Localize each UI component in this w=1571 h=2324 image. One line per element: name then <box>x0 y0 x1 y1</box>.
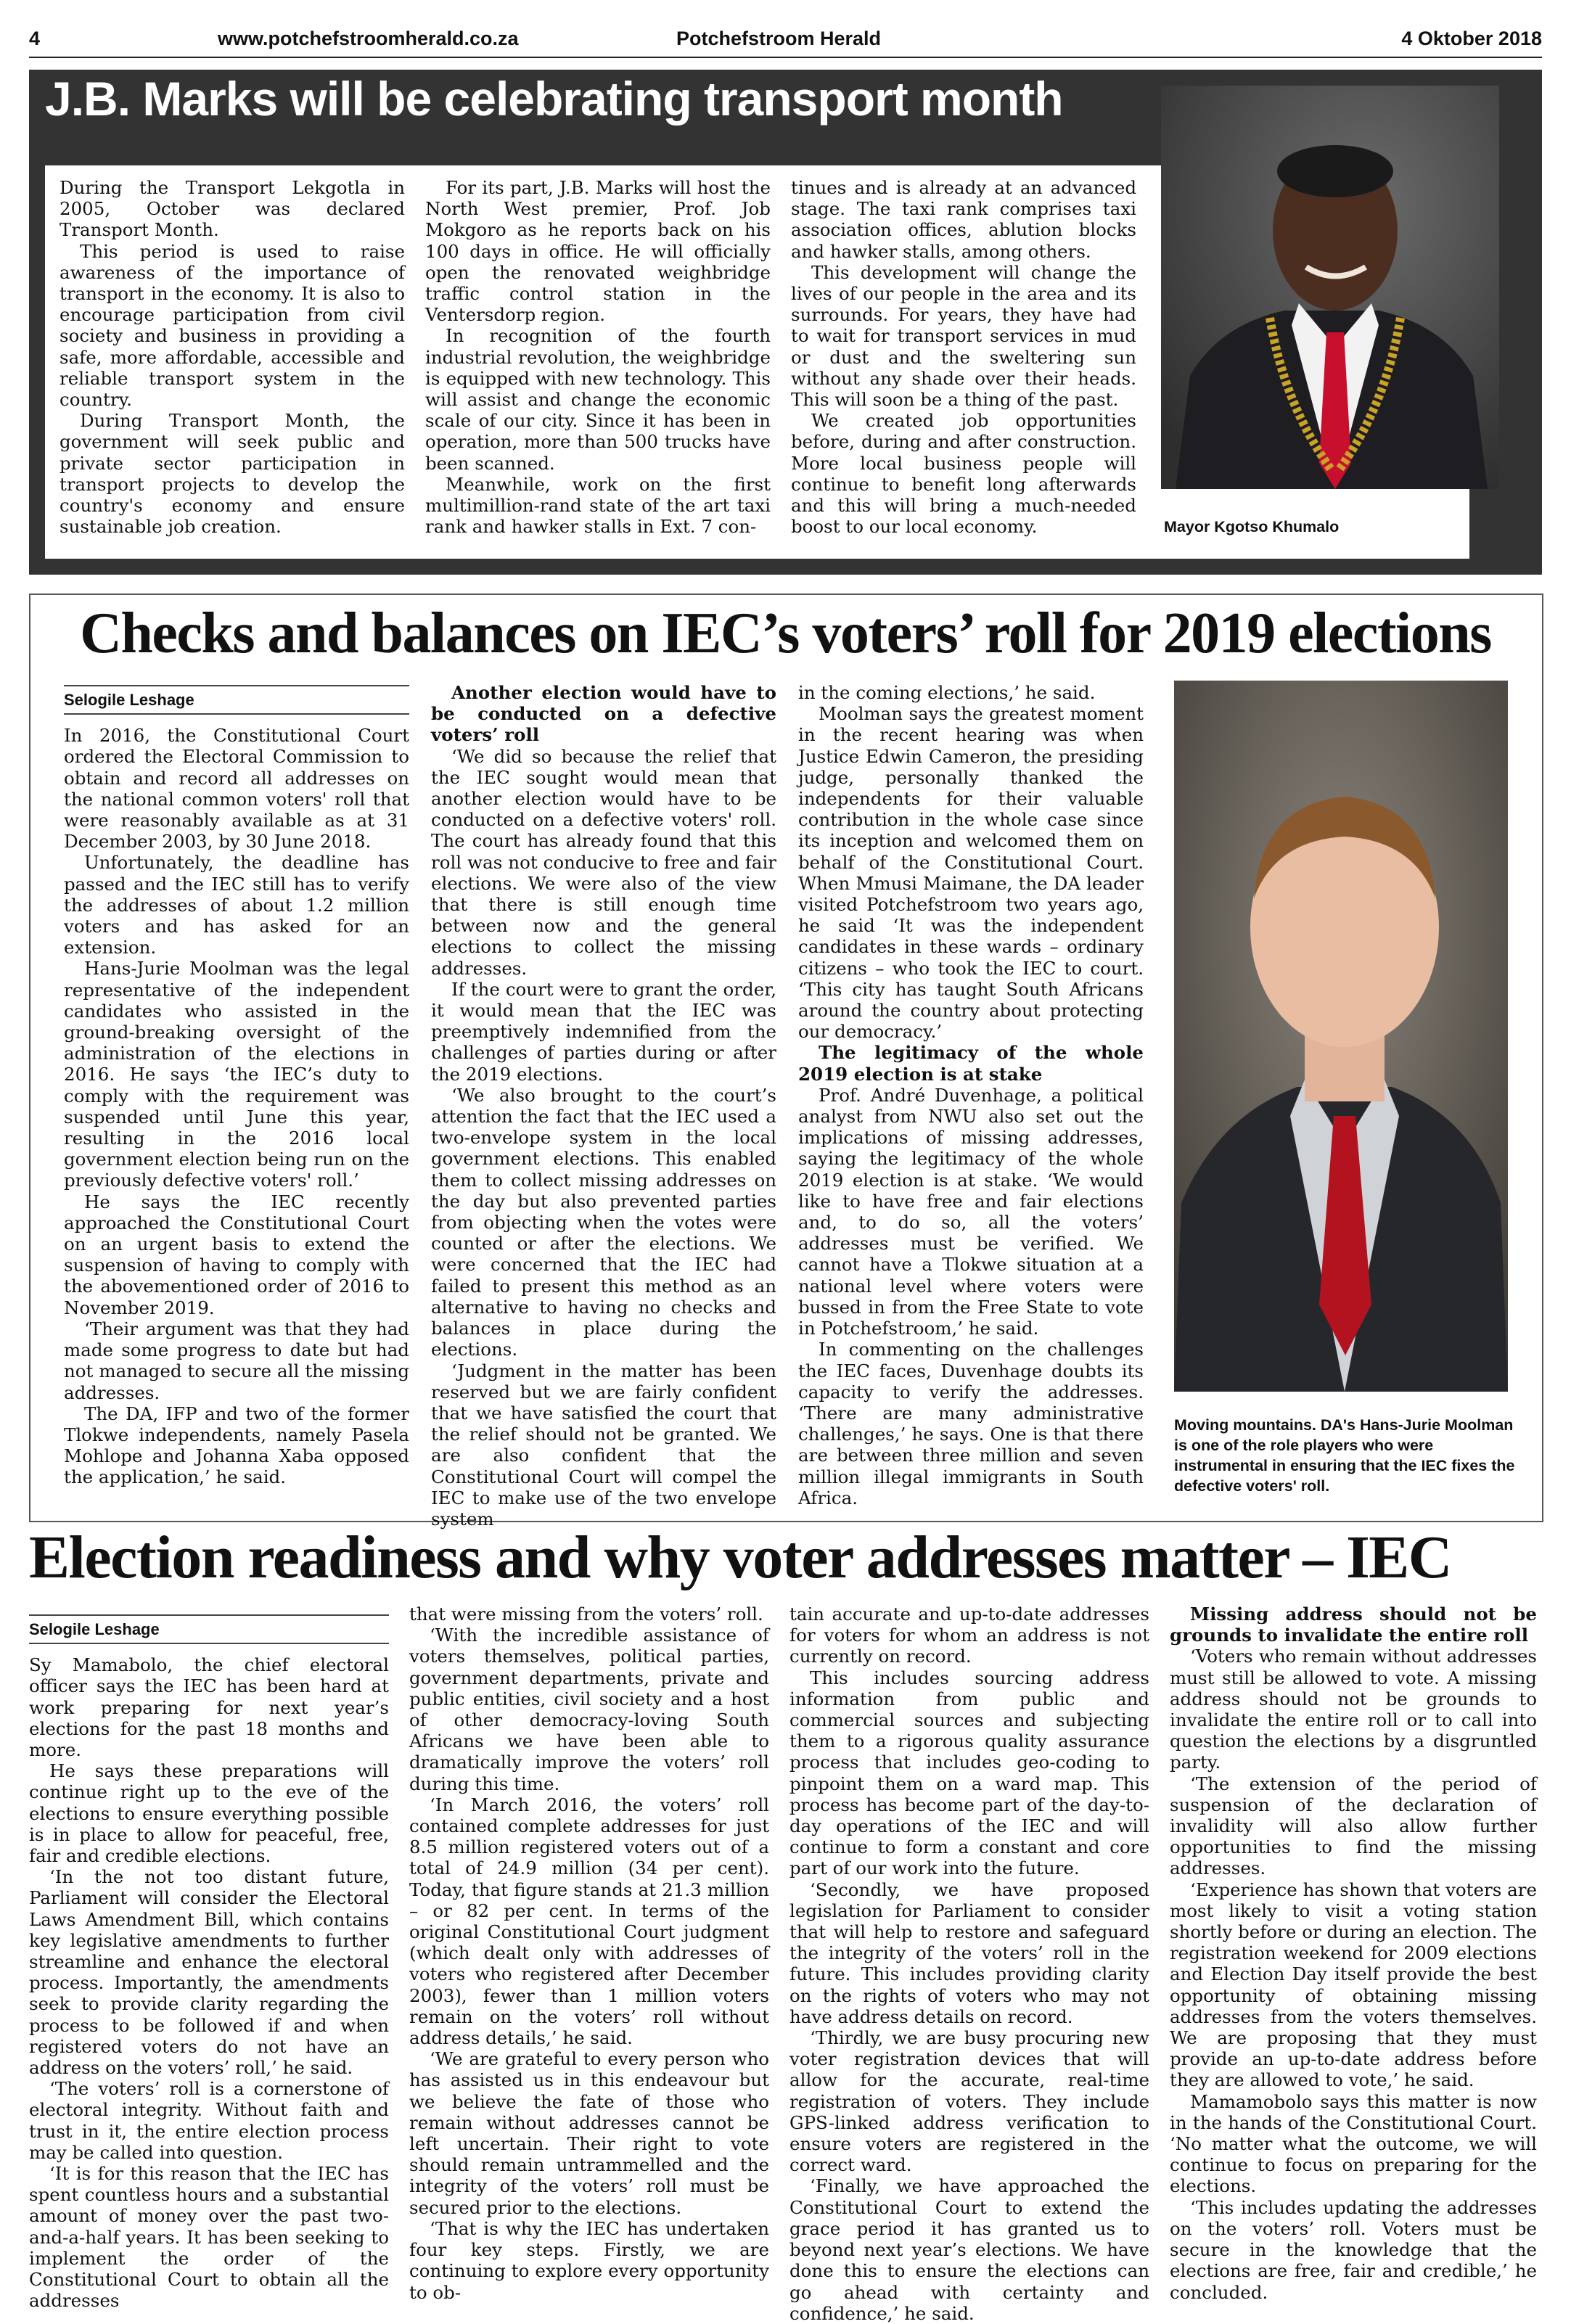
subheading: Another election would have to be conducted on a defective voters’ roll <box>431 682 776 746</box>
byline: Selogile Leshage <box>64 685 409 715</box>
paragraph: Meanwhile, work on the first multimillion-rand state of the art taxi rank and hawker stalls in Ext. 7 con- <box>425 473 771 538</box>
paragraph: Hans-Jurie Moolman was the legal representative of the independent candidates who assisted in the ground-breaking oversight of the administration of the elections in 2016. He says ‘the IEC’s duty to comply with the requirement was suspended until June this year, resulting in the 2016 local government election being run on the previously defective voters' roll.’ <box>64 958 409 1191</box>
story2-column-2 <box>431 682 776 1530</box>
paragraph: in the coming elections,’ he said. <box>798 682 1096 703</box>
byline: Selogile Leshage <box>29 1614 389 1644</box>
story2-column-1 <box>64 685 409 1488</box>
paragraph: He says the IEC recently approached the Constitutional Court on an urgent basis to extend the suspension of having to comply with the abovementioned order of 2016 to November 2019. <box>64 1191 409 1318</box>
paragraph: Unfortunately, the deadline has passed and the IEC still has to verify the addresses of about 1.2 million voters and has asked for an extension. <box>64 852 409 958</box>
story1-headline: J.B. Marks will be celebrating transport month <box>45 72 1063 126</box>
subheading: The legitimacy of the whole 2019 election is at stake <box>798 1042 1144 1085</box>
paragraph: ‘The voters’ roll is a cornerstone of electoral integrity. Without faith and trust in it, the entire election process may be called into question. <box>29 2078 389 2163</box>
story1-column-1 <box>60 177 405 537</box>
mayor-photo <box>1161 86 1499 489</box>
paragraph: This includes sourcing address information from public and commercial sources and subjecting them to a rigorous quality assurance process that includes geo-coding to pinpoint them on a ward map. This process has become part of the day-to-day operations of the IEC and will continue to form a constant and core part of our work into the future. <box>789 1667 1149 1879</box>
story3-column-3 <box>789 1604 1149 2324</box>
moolman-photo <box>1174 681 1508 1392</box>
paragraph: tain accurate and up-to-date addresses for voters for whom an address is not currently on record. <box>789 1604 1149 1667</box>
story3-column-4 <box>1170 1604 1537 2303</box>
story2-column-3 <box>798 682 1144 1508</box>
paragraph: Prof. André Duvenhage, a political analyst from NWU also set out the implications of missing addresses, saying the legitimacy of the whole 2019 election is at stake. ‘We would like to have free and fair elections and, to do so, all the voters’ addresses must be verified. We cannot have a Tlokwe situation at a national level where voters were bussed in from the Free State to vote in Potchefstroom,’ he said. <box>798 1084 1144 1339</box>
paragraph: For its part, J.B. Marks will host the North West premier, Prof. Job Mokgoro as he reports back on his 100 days in office. He will officially open the renovated weighbridge traffic control station in the Ventersdorp region. <box>425 177 771 326</box>
paragraph: We created job opportunities before, during and after construction. More local business people will continue to benefit long afterwards and this will bring a much-needed boost to our local economy. <box>791 410 1136 538</box>
paragraph: ‘Experience has shown that voters are most likely to visit a voting station shortly before or during an election. The registration weekend for 2009 elections and Election Day itself provide the best opportunity of obtaining missing addresses from the voters themselves. We are proposing that they must provide an up-to-date address before they are allowed to vote,’ he said. <box>1170 1879 1537 2091</box>
paragraph: Sy Mamabolo, the chief electoral officer says the IEC has been hard at work preparing for next year’s elections for the past 18 months and more. <box>29 1654 389 1761</box>
website-url[interactable]: www.potchefstroomherald.co.za <box>218 28 519 49</box>
paragraph: ‘Thirdly, we are busy procuring new voter registration devices that will allow for the accurate, real-time registration of voters. They include GPS-linked address verification to ensure voters are registered in the correct ward. <box>789 2027 1149 2176</box>
paragraph: In 2016, the Constitutional Court ordered the Electoral Commission to obtain and record all addresses on the national common voters' roll that were reasonably available as at 31 December 2003, by 30 June 2018. <box>64 725 409 853</box>
paragraph: During the Transport Lekgotla in 2005, October was declared Transport Month. <box>60 177 405 241</box>
paragraph: ‘Judgment in the matter has been reserved but we are fairly confident that we have satisfied the court that the relief should not be granted. We are also confident that the Constitutional Court will compel the IEC to make use of the two envelope system <box>431 1360 776 1530</box>
issue-date: 4 Oktober 2018 <box>1401 28 1542 49</box>
story2-headline: Checks and balances on IEC’s voters’ roll for 2019 elections <box>80 601 1491 665</box>
paragraph: ‘We are grateful to every person who has assisted us in this endeavour but we believe the fate of those who remain without addresses cannot be left uncertain. Their right to vote should remain untrammelled and the integrity of the voters’ roll must be secured prior to the elections. <box>409 2048 769 2218</box>
paragraph: ‘Their argument was that they had made some progress to date but had not managed to secure all the missing addresses. <box>64 1318 409 1403</box>
paragraph: ‘With the incredible assistance of voters themselves, political parties, government departments, private and public entities, civil society and a host of other democracy-loving South Africans we have been able to dramatically improve the voters’ roll during this time. <box>409 1625 769 1794</box>
paragraph: ‘Finally, we have approached the Constitutional Court to extend the grace period it has granted us to beyond next year’s elections. We have done this to ensure the elections can go ahead with certainty and confidence,’ he said. <box>789 2175 1149 2324</box>
paragraph: ‘In March 2016, the voters’ roll contained complete addresses for just 8.5 million registered voters out of a total of 24.9 million (34 per cent). Today, that figure stands at 21.3 million – or 82 per cent. In terms of the original Constitutional Court judgment (which dealt only with addresses of voters who registered after December 2003), fewer than 1 million voters remain on the voters’ roll without address details,’ he said. <box>409 1794 769 2049</box>
paragraph: During Transport Month, the government will seek public and private sector participation in transport projects to develop the country's economy and ensure sustainable job creation. <box>60 410 405 538</box>
paragraph: In commenting on the challenges the IEC faces, Duvenhage doubts its capacity to verify the addresses. ‘There are many administrative challenges,’ he says. One is that there are between three million and seven million illegal immigrants in South Africa. <box>798 1339 1144 1508</box>
paragraph: This development will change the lives of our people in the area and its surrounds. For years, they have had to wait for transport services in mud or dust and the sweltering sun without any shade over their heads. This will soon be a thing of the past. <box>791 261 1136 411</box>
paragraph: This period is used to raise awareness of the importance of transport in the economy. It is also to encourage participation from civil society and business in providing a safe, more affordable, accessible and reliable transport system in the country. <box>60 240 405 411</box>
moolman-portrait-image <box>1174 681 1508 1392</box>
paragraph: In recognition of the fourth industrial revolution, the weighbridge is equipped with new technology. This will assist and change the economic scale of our city. Since it has been in operation, more than 500 trucks have been scanned. <box>425 325 771 474</box>
newspaper-name: Potchefstroom Herald <box>676 28 882 49</box>
paragraph: The DA, IFP and two of the former Tlokwe independents, namely Pasela Mohlope and Johanna Xaba opposed the application,’ he said. <box>64 1403 409 1488</box>
page-number: 4 <box>29 28 41 49</box>
moolman-photo-caption: Moving mountains. DA's Hans-Jurie Moolman is one of the role players who were instrumental in ensuring that the IEC fixes the defective voters' roll. <box>1174 1416 1515 1495</box>
mayor-portrait-image <box>1161 86 1499 489</box>
story1-column-2 <box>425 177 771 537</box>
paragraph: If the court were to grant the order, it would mean that the IEC was preemptively indemnified from the challenges of parties during or after the 2019 elections. <box>431 978 776 1085</box>
story3-headline: Election readiness and why voter addresses matter – IEC <box>29 1524 1451 1591</box>
paragraph: ‘We also brought to the court’s attention the fact that the IEC used a two-envelope system in the local government elections. This enabled them to collect missing addresses on the day but also prevented parties from objecting when the votes were counted or after the elections. We were concerned that the IEC had failed to present this method as an alternative to having no checks and balances in place during the elections. <box>431 1084 776 1360</box>
paragraph: ‘That is why the IEC has undertaken four key steps. Firstly, we are continuing to explore every opportunity to ob- <box>409 2217 769 2303</box>
subheading: Missing address should not be grounds to invalidate the entire roll <box>1170 1604 1537 1646</box>
paragraph: ‘This includes updating the addresses on the voters’ roll. Voters must be secure in the knowledge that the elections are free, fair and credible,’ he concluded. <box>1170 2196 1537 2303</box>
mayor-photo-caption: Mayor Kgotso Khumalo <box>1164 518 1340 535</box>
paragraph: Mamamobolo says this matter is now in the hands of the Constitutional Court. ‘No matter what the outcome, we will continue to focus on preparing for the elections. <box>1170 2090 1537 2197</box>
story1-column-3 <box>791 177 1136 537</box>
paragraph: ‘Secondly, we have proposed legislation for Parliament to consider that will help to restore and safeguard the integrity of the voters’ roll in the future. This includes providing clarity on the rights of voters who may not have address details on record. <box>789 1879 1149 2027</box>
story3-column-2 <box>409 1604 769 2303</box>
paragraph: ‘The extension of the period of suspension of the declaration of invalidity will also allow further opportunities to find the missing addresses. <box>1170 1773 1537 1879</box>
paragraph: that were missing from the voters’ roll. <box>409 1604 763 1625</box>
paragraph: ‘Voters who remain without addresses must still be allowed to vote. A missing address should not be grounds to invalidate the entire roll or to call into question the elections by a disgruntled party. <box>1170 1646 1537 1773</box>
paragraph: He says these preparations will continue right up to the eve of the elections to ensure everything possible is in place to allow for peaceful, free, fair and credible elections. <box>29 1760 389 1867</box>
header-rule <box>29 57 1542 58</box>
paragraph: Moolman says the greatest moment in the recent hearing was when Justice Edwin Cameron, the presiding judge, personally thanked the independents for their valuable contribution in the whole case since its inception and welcomed them on behalf of the Constitutional Court. When Mmusi Maimane, the DA leader visited Potchefstroom two years ago, he said ‘It was the independent candidates in these wards – ordinary citizens – who took the IEC to court. ‘This city has taught South Africans around the country about protecting our democracy.’ <box>798 703 1144 1043</box>
story3-column-1 <box>29 1614 389 2312</box>
paragraph: ‘In the not too distant future, Parliament will consider the Electoral Laws Amendment Bill, which contains key legislative amendments to further streamline and enhance the electoral process. Importantly, the amendments seek to provide clarity regarding the process to be followed if and when registered voters do not have an address on the voters’ roll,’ he said. <box>29 1866 389 2079</box>
paragraph: ‘It is for this reason that the IEC has spent countless hours and a substantial amount of money over the past two-and-a-half years. It has been seeking to implement the order of the Constitutional Court to obtain all the addresses <box>29 2163 389 2312</box>
paragraph: tinues and is already at an advanced stage. The taxi rank comprises taxi association offices, ablution blocks and hawker stalls, among others. <box>791 177 1136 262</box>
paragraph: ‘We did so because the relief that the IEC sought would mean that another election would have to be conducted on a defective voters' roll. The court has already found that this roll was not conducive to free and fair elections. We were also of the view that there is still enough time between now and the general elections to collect the missing addresses. <box>431 745 776 979</box>
